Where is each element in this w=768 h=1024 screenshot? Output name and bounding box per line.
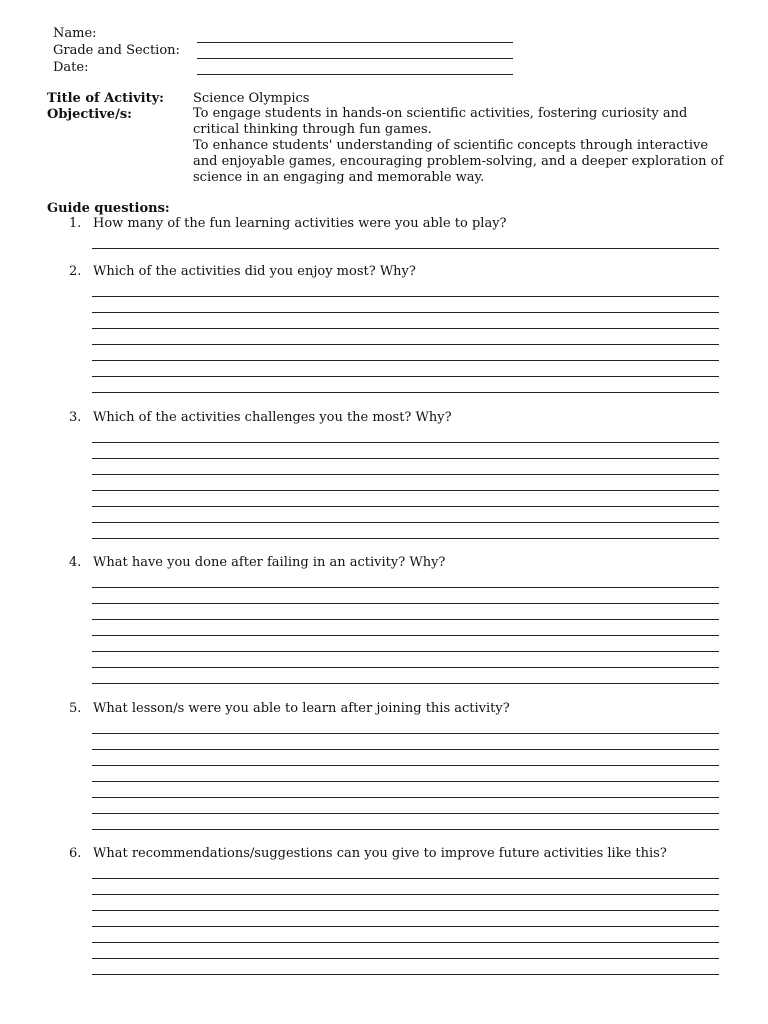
answer-line[interactable] (92, 958, 719, 959)
answer-line[interactable] (92, 603, 719, 604)
answer-line[interactable] (92, 312, 719, 313)
question-number: 2. (69, 264, 82, 279)
title-of-activity-label: Title of Activity: (47, 91, 164, 106)
name-label: Name: (53, 26, 97, 41)
grade-section-label: Grade and Section: (53, 43, 180, 58)
answer-line[interactable] (92, 942, 719, 943)
question-number: 3. (69, 410, 82, 425)
objectives-text (193, 106, 733, 186)
objective-1: To engage students in hands-on scientific activities, fostering curiosity and critical thinking through fun games. (193, 106, 688, 137)
answer-line[interactable] (92, 651, 719, 652)
answer-line[interactable] (92, 667, 719, 668)
question-number: 5. (69, 701, 82, 716)
answer-line[interactable] (92, 926, 719, 927)
question-text: What lesson/s were you able to learn after joining this activity? (93, 701, 510, 716)
answer-line[interactable] (92, 733, 719, 734)
answer-line[interactable] (92, 248, 719, 249)
answer-line[interactable] (92, 344, 719, 345)
title-of-activity-value: Science Olympics (193, 91, 310, 106)
answer-line[interactable] (92, 474, 719, 475)
answer-line[interactable] (92, 797, 719, 798)
answer-line[interactable] (92, 360, 719, 361)
objectives-label: Objective/s: (47, 107, 132, 122)
answer-line[interactable] (92, 490, 719, 491)
answer-line[interactable] (92, 392, 719, 393)
question-number: 1. (69, 216, 82, 231)
answer-line[interactable] (92, 635, 719, 636)
answer-line[interactable] (92, 781, 719, 782)
answer-line[interactable] (92, 328, 719, 329)
answer-line[interactable] (92, 506, 719, 507)
answer-line[interactable] (92, 813, 719, 814)
objective-2: To enhance students' understanding of scientific concepts through interactive and enjoyable games, encouraging problem-solving, and a deeper exploration of science in an engaging and memorable way. (193, 138, 724, 185)
answer-line[interactable] (92, 894, 719, 895)
answer-line[interactable] (92, 829, 719, 830)
answer-line[interactable] (92, 442, 719, 443)
answer-line[interactable] (92, 458, 719, 459)
answer-line[interactable] (92, 749, 719, 750)
answer-line[interactable] (92, 765, 719, 766)
answer-line[interactable] (92, 878, 719, 879)
question-number: 6. (69, 846, 82, 861)
grade-section-field-line[interactable] (197, 58, 513, 59)
question-text: Which of the activities did you enjoy most? Why? (93, 264, 416, 279)
name-field-line[interactable] (197, 42, 513, 43)
question-text: What have you done after failing in an activity? Why? (93, 555, 446, 570)
answer-line[interactable] (92, 974, 719, 975)
question-text: What recommendations/suggestions can you give to improve future activities like this? (93, 846, 667, 861)
question-number: 4. (69, 555, 82, 570)
answer-line[interactable] (92, 587, 719, 588)
answer-line[interactable] (92, 683, 719, 684)
question-text: How many of the fun learning activities were you able to play? (93, 216, 507, 231)
guide-questions-heading: Guide questions: (47, 201, 170, 216)
answer-line[interactable] (92, 910, 719, 911)
date-field-line[interactable] (197, 74, 513, 75)
answer-line[interactable] (92, 538, 719, 539)
answer-line[interactable] (92, 296, 719, 297)
question-text: Which of the activities challenges you the most? Why? (93, 410, 452, 425)
answer-line[interactable] (92, 522, 719, 523)
answer-line[interactable] (92, 376, 719, 377)
answer-line[interactable] (92, 619, 719, 620)
date-label: Date: (53, 60, 89, 75)
